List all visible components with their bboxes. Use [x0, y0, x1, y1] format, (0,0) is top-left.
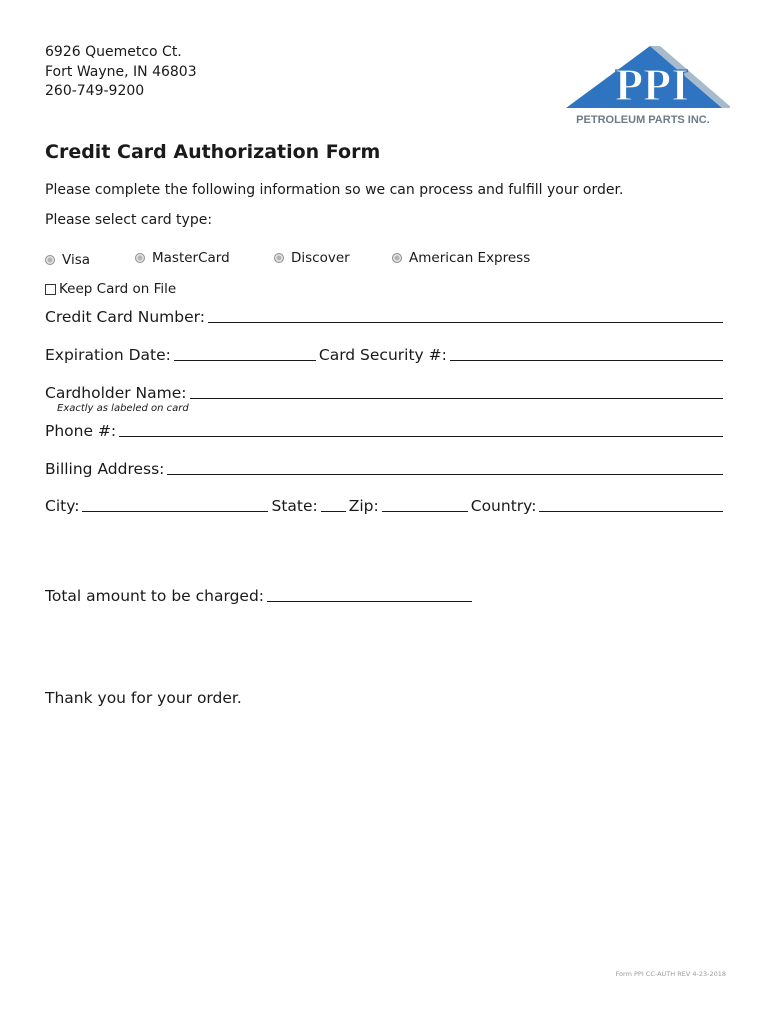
- city-label: City:: [45, 497, 80, 515]
- radio-label: MasterCard: [152, 250, 230, 266]
- address-line-1: 6926 Quemetco Ct.: [45, 44, 182, 60]
- expiration-label: Expiration Date:: [45, 346, 171, 364]
- radio-american-express[interactable]: [392, 250, 530, 266]
- security-field[interactable]: [450, 359, 723, 361]
- cardholder-row: [45, 384, 726, 402]
- city-field[interactable]: [82, 510, 268, 512]
- form-title: Credit Card Authorization Form: [45, 141, 381, 163]
- card-number-field[interactable]: [208, 321, 723, 323]
- radio-circle-icon[interactable]: [274, 253, 284, 263]
- company-address: [45, 43, 197, 102]
- keep-on-file-checkbox[interactable]: [45, 281, 176, 297]
- ppi-logo-mark: [560, 44, 730, 128]
- radio-label: Visa: [62, 252, 90, 268]
- logo-text: PPI: [614, 59, 690, 110]
- country-label: Country:: [470, 497, 537, 515]
- address-line-2: Fort Wayne, IN 46803: [45, 63, 197, 80]
- card-number-row: [45, 308, 726, 326]
- form-footer: Form PPI CC-AUTH REV 4-23-2018: [615, 970, 726, 978]
- total-row: [45, 587, 475, 605]
- form-intro: Please complete the following information so we can process and fulfill your order.: [45, 182, 624, 198]
- billing-row: [45, 460, 726, 478]
- checkbox-icon[interactable]: [45, 284, 56, 295]
- phone-label: Phone #:: [45, 422, 117, 440]
- cardholder-field[interactable]: [190, 397, 724, 399]
- security-label: Card Security #:: [318, 346, 447, 364]
- thank-you-text: Thank you for your order.: [45, 689, 242, 707]
- zip-field[interactable]: [382, 510, 468, 512]
- state-field[interactable]: [321, 510, 346, 512]
- radio-circle-icon[interactable]: [135, 253, 145, 263]
- radio-circle-icon[interactable]: [45, 255, 55, 265]
- billing-label: Billing Address:: [45, 460, 165, 478]
- state-label: State:: [271, 497, 318, 515]
- card-number-label: Credit Card Number:: [45, 308, 205, 326]
- radio-label: American Express: [409, 250, 531, 266]
- expiration-field[interactable]: [174, 359, 316, 361]
- radio-circle-icon[interactable]: [392, 253, 402, 263]
- billing-field[interactable]: [167, 473, 723, 475]
- phone-row: [45, 422, 726, 440]
- expiration-row: [45, 346, 726, 364]
- cardholder-hint: Exactly as labeled on card: [57, 403, 189, 414]
- keep-on-file-label: Keep Card on File: [59, 281, 177, 297]
- radio-visa[interactable]: [45, 252, 90, 268]
- total-field[interactable]: [267, 600, 472, 602]
- country-field[interactable]: [539, 510, 723, 512]
- city-row: [45, 497, 726, 515]
- card-type-prompt: Please select card type:: [45, 212, 213, 228]
- cardholder-label: Cardholder Name:: [45, 384, 187, 402]
- total-label: Total amount to be charged:: [45, 587, 265, 605]
- radio-mastercard[interactable]: [135, 250, 230, 266]
- phone-field[interactable]: [119, 435, 723, 437]
- company-phone: 260-749-9200: [45, 83, 145, 99]
- zip-label: Zip:: [348, 497, 379, 515]
- ppi-logo: [560, 44, 730, 128]
- radio-discover[interactable]: [274, 250, 350, 266]
- logo-subtext: PETROLEUM PARTS INC.: [576, 114, 710, 126]
- radio-label: Discover: [291, 250, 350, 266]
